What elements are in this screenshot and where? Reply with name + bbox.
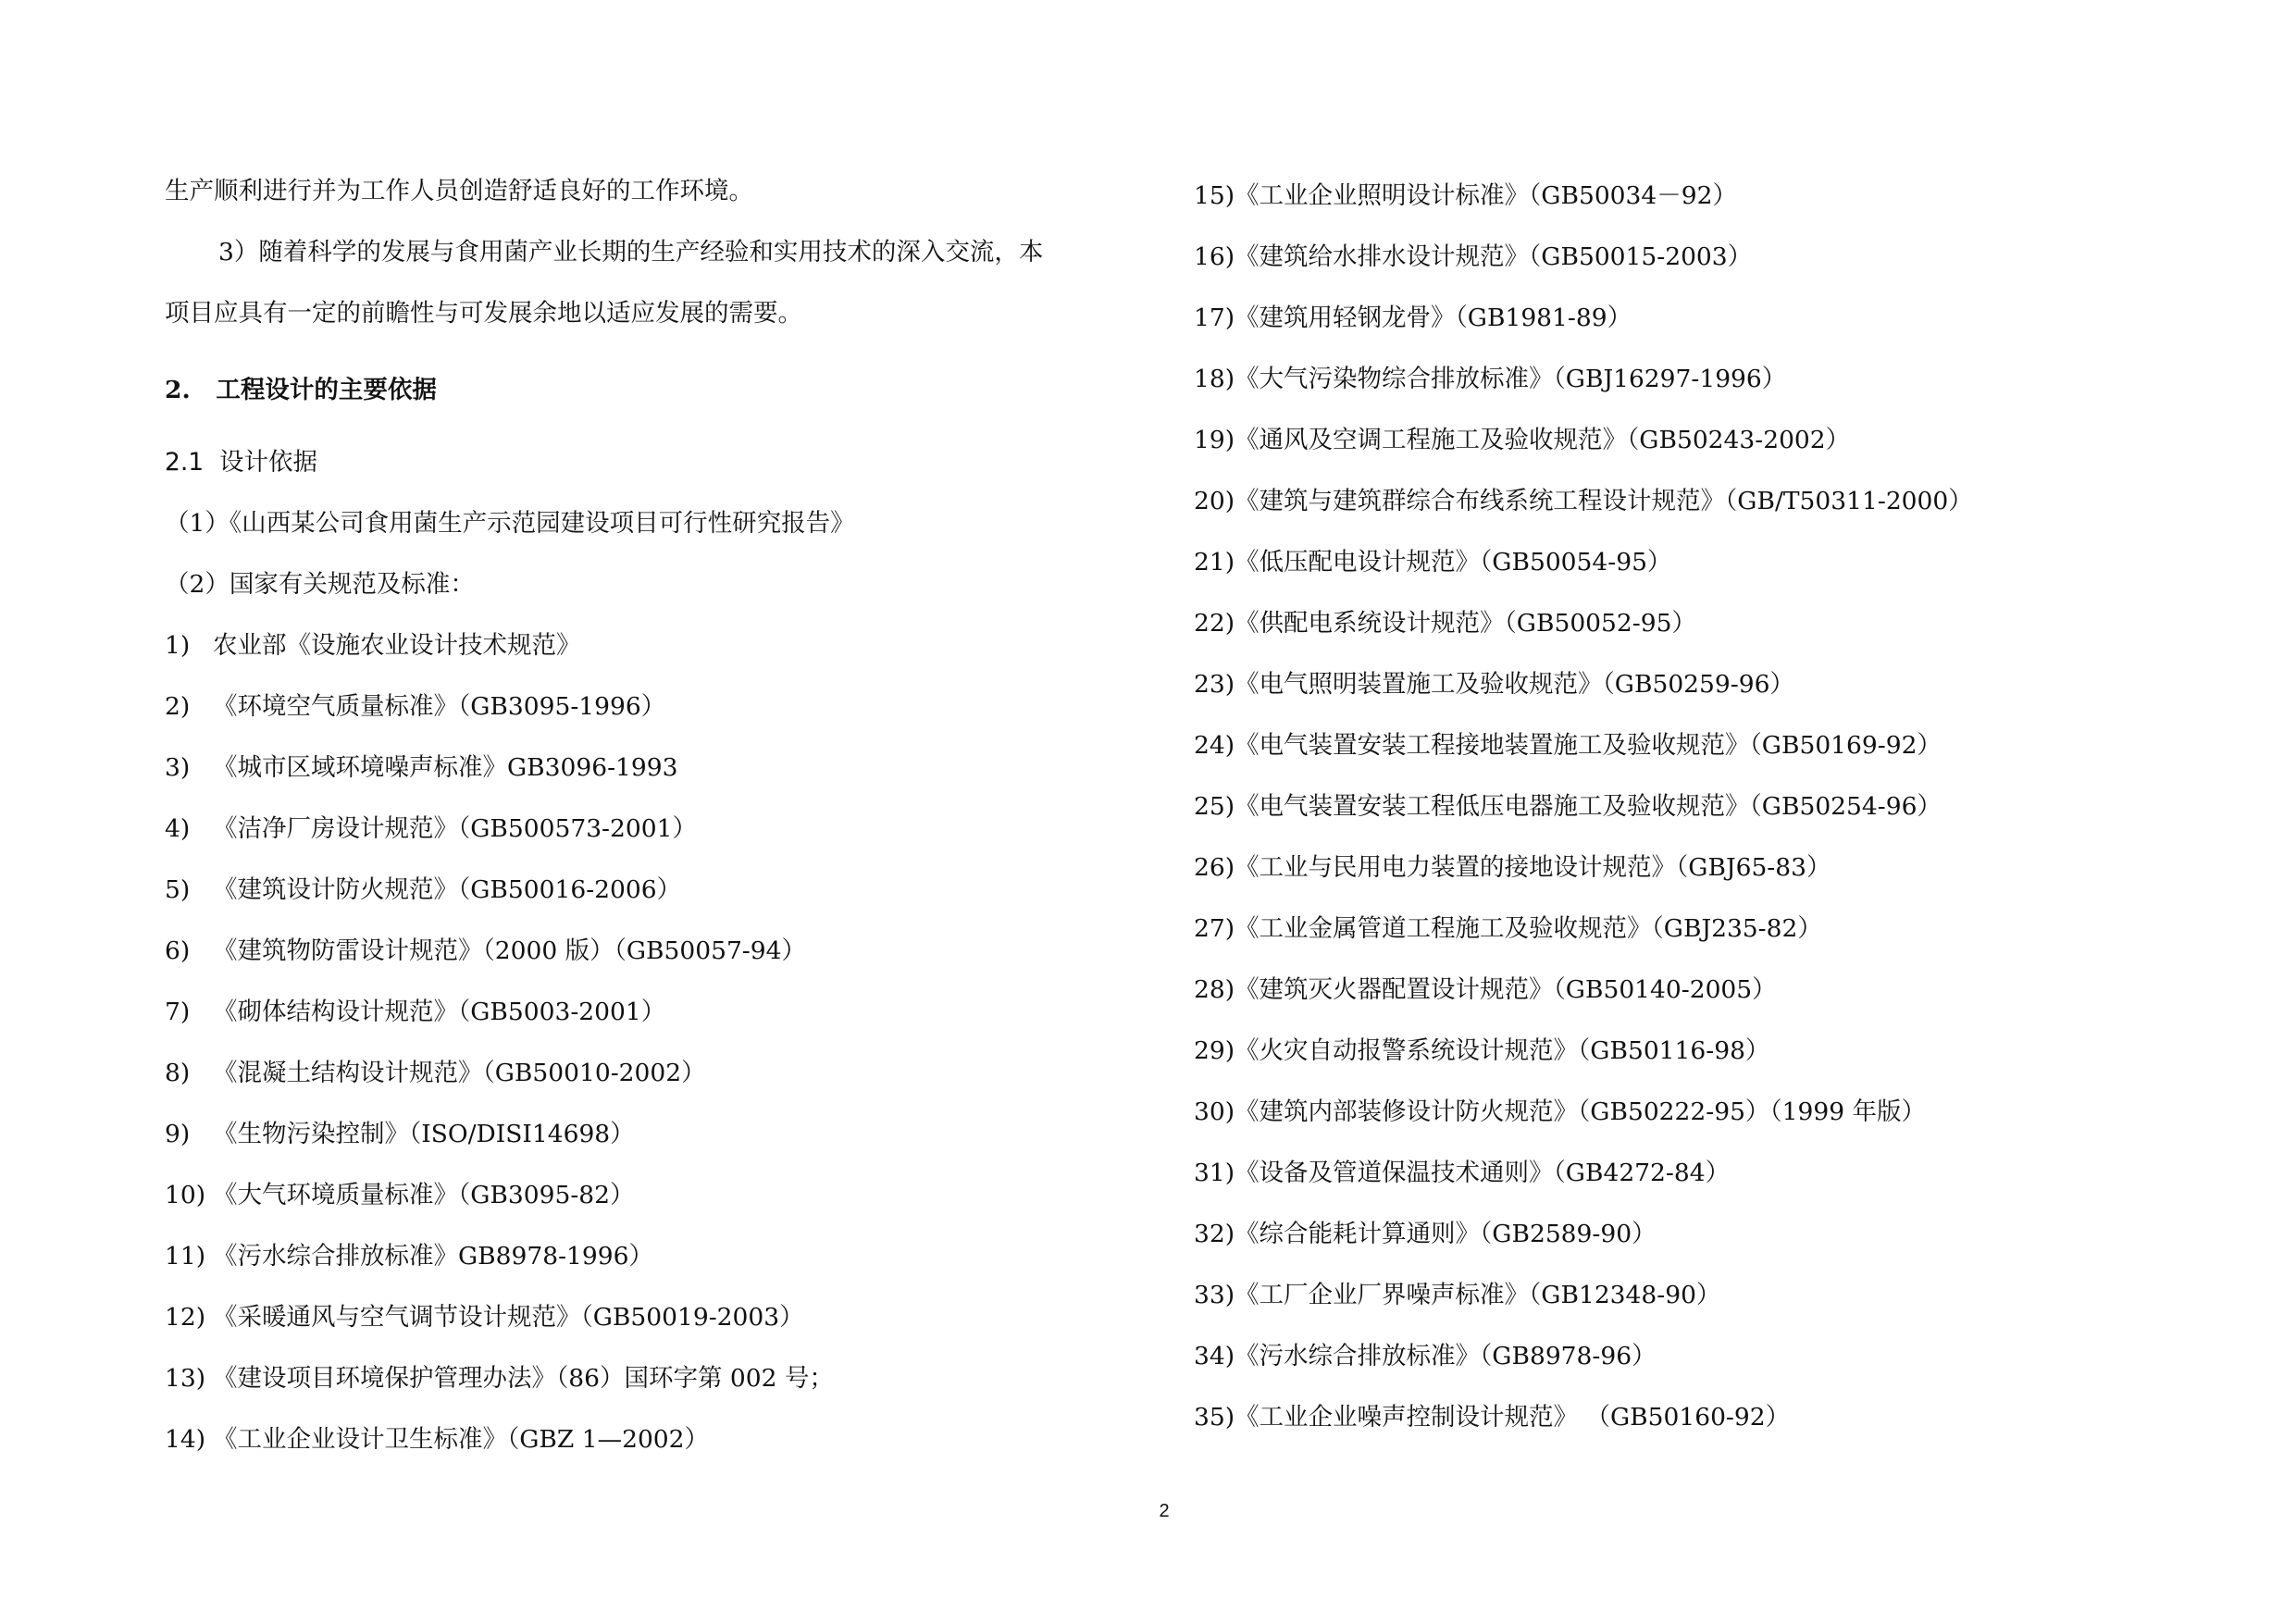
- reference-text: 《环境空气质量标准》（GB3095-1996）: [213, 692, 666, 721]
- reference-item: [1194, 1097, 1926, 1128]
- reference-item: [1194, 1035, 1769, 1067]
- intro-paragraph-line: 项目应具有一定的前瞻性与可发展余地以适应发展的需要。: [165, 299, 802, 328]
- reference-text: 《洁净厂房设计规范》（GB500573-2001）: [213, 814, 697, 843]
- reference-number: 21): [1194, 548, 1235, 576]
- reference-text: 《建筑用轻钢龙骨》（GB1981-89）: [1235, 304, 1632, 332]
- reference-text: 《大气环境质量标准》（GB3095-82）: [213, 1181, 635, 1209]
- reference-number: 27): [1194, 914, 1235, 943]
- reference-number: 19): [1194, 426, 1235, 454]
- reference-text: 《工业企业噪声控制设计规范》 （GB50160-92）: [1235, 1403, 1791, 1432]
- section-title: 工程设计的主要依据: [216, 376, 437, 404]
- reference-text: 《电气照明装置施工及验收规范》（GB50259-96）: [1235, 670, 1794, 699]
- reference-item: [1194, 1158, 1730, 1189]
- reference-number: 12): [165, 1303, 206, 1332]
- reference-item: [165, 1180, 635, 1211]
- subsection-title: 设计依据: [219, 448, 318, 477]
- reference-text: 《建筑设计防火规范》（GB50016-2006）: [213, 875, 682, 904]
- reference-item: [165, 1241, 653, 1272]
- reference-text: 《工厂企业厂界噪声标准》（GB12348-90）: [1235, 1281, 1721, 1309]
- reference-text: 《生物污染控制》（ISO/DISI14698）: [213, 1120, 635, 1148]
- reference-text: 《通风及空调工程施工及验收规范》（GB50243-2002）: [1235, 426, 1851, 454]
- reference-number: 7): [165, 998, 191, 1026]
- reference-text: 《建设项目环境保护管理办法》（86）国环字第 002 号；: [213, 1364, 834, 1393]
- reference-text: 《电气装置安装工程接地装置施工及验收规范》（GB50169-92）: [1235, 731, 1942, 760]
- reference-text: 《建筑内部装修设计防火规范》（GB50222-95）（1999 年版）: [1235, 1097, 1927, 1126]
- reference-item: [1194, 1341, 1657, 1372]
- reference-text: 《采暖通风与空气调节设计规范》（GB50019-2003）: [213, 1303, 804, 1332]
- reference-number: 14): [165, 1425, 206, 1454]
- reference-item: [165, 691, 665, 723]
- reference-text: 《建筑给水排水设计规范》（GB50015-2003）: [1235, 242, 1753, 271]
- reference-text: 《工业企业设计卫生标准》（GBZ 1—2002）: [213, 1425, 710, 1454]
- reference-number: 29): [1194, 1036, 1235, 1065]
- reference-text: 《工业金属管道工程施工及验收规范》（GBJ235-82）: [1235, 914, 1822, 943]
- reference-text: 《建筑物防雷设计规范》（2000 版）（GB50057-94）: [213, 936, 806, 965]
- reference-text: 农业部《设施农业设计技术规范》: [213, 631, 581, 660]
- reference-item: [165, 997, 665, 1028]
- reference-item: [1194, 852, 1831, 884]
- reference-number: 2): [165, 692, 191, 721]
- reference-number: 30): [1194, 1097, 1235, 1126]
- reference-text: 《污水综合排放标准》GB8978-1996）: [213, 1242, 653, 1271]
- reference-text: 《工业与民用电力装置的接地设计规范》（GBJ65-83）: [1235, 853, 1831, 882]
- reference-item: [1194, 913, 1822, 945]
- reference-number: 23): [1194, 670, 1235, 699]
- reference-item: [1194, 1402, 1790, 1433]
- reference-number: 34): [1194, 1342, 1235, 1370]
- reference-item: [1194, 1219, 1657, 1250]
- subsection-number: 2.1: [165, 448, 205, 477]
- reference-item: [165, 1058, 706, 1089]
- reference-number: 35): [1194, 1403, 1235, 1432]
- reference-number: 17): [1194, 304, 1235, 332]
- reference-number: 31): [1194, 1159, 1235, 1187]
- reference-text: 《设备及管道保温技术通则》（GB4272-84）: [1235, 1159, 1731, 1187]
- basis-item: （2）国家有关规范及标准：: [165, 570, 475, 599]
- reference-item: [1194, 180, 1737, 212]
- reference-number: 6): [165, 936, 191, 965]
- reference-number: 13): [165, 1364, 206, 1393]
- reference-number: 15): [1194, 181, 1235, 210]
- reference-item: [1194, 486, 1973, 517]
- reference-text: 《综合能耗计算通则》（GB2589-90）: [1235, 1220, 1657, 1248]
- section-number: 2.: [165, 376, 191, 404]
- reference-text: 《建筑灭火器配置设计规范》（GB50140-2005）: [1235, 975, 1777, 1004]
- reference-text: 《建筑与建筑群综合布线系统工程设计规范》（GB/T50311-2000）: [1235, 487, 1973, 515]
- reference-number: 32): [1194, 1220, 1235, 1248]
- reference-number: 8): [165, 1059, 191, 1087]
- reference-number: 16): [1194, 242, 1235, 271]
- reference-text: 《电气装置安装工程低压电器施工及验收规范》（GB50254-96）: [1235, 792, 1942, 821]
- reference-item: [1194, 669, 1794, 700]
- reference-number: 24): [1194, 731, 1235, 760]
- reference-text: 《大气污染物综合排放标准》（GBJ16297-1996）: [1235, 365, 1787, 393]
- reference-number: 20): [1194, 487, 1235, 515]
- reference-item: [1194, 425, 1850, 456]
- reference-text: 《混凝土结构设计规范》（GB50010-2002）: [213, 1059, 706, 1087]
- reference-item: [165, 813, 697, 845]
- reference-item: [1194, 364, 1786, 395]
- reference-item: [1194, 1280, 1720, 1311]
- reference-item: [165, 1119, 635, 1150]
- reference-text: 《供配电系统设计规范》（GB50052-95）: [1235, 609, 1696, 638]
- section-heading: [165, 375, 437, 406]
- reference-text: 《工业企业照明设计标准》（GB50034－92）: [1235, 181, 1737, 210]
- reference-number: 28): [1194, 975, 1235, 1004]
- reference-number: 1): [165, 631, 191, 660]
- reference-item: [165, 1424, 709, 1456]
- reference-text: 《城市区域环境噪声标准》GB3096-1993: [213, 753, 678, 782]
- reference-item: [165, 1363, 834, 1395]
- reference-item: [1194, 730, 1942, 762]
- reference-item: [165, 752, 677, 784]
- reference-number: 4): [165, 814, 191, 843]
- reference-item: [1194, 242, 1752, 273]
- reference-number: 33): [1194, 1281, 1235, 1309]
- reference-item: [165, 874, 681, 906]
- reference-text: 《污水综合排放标准》（GB8978-96）: [1235, 1342, 1657, 1370]
- intro-paragraph-line: 生产顺利进行并为工作人员创造舒适良好的工作环境。: [165, 177, 753, 205]
- reference-number: 10): [165, 1181, 206, 1209]
- subsection-heading: [165, 447, 317, 478]
- reference-item: [1194, 974, 1777, 1006]
- basis-item: （1）《山西某公司食用菌生产示范园建设项目可行性研究报告》: [165, 509, 855, 538]
- reference-number: 25): [1194, 792, 1235, 821]
- reference-item: [1194, 547, 1671, 578]
- reference-number: 5): [165, 875, 191, 904]
- reference-number: 11): [165, 1242, 206, 1271]
- reference-item: [1194, 608, 1696, 639]
- reference-item: [1194, 791, 1942, 823]
- reference-number: 22): [1194, 609, 1235, 638]
- reference-item: [165, 630, 581, 662]
- reference-text: 《砌体结构设计规范》（GB5003-2001）: [213, 998, 666, 1026]
- reference-item: [1194, 303, 1632, 334]
- intro-paragraph-line: 3）随着科学的发展与食用菌产业长期的生产经验和实用技术的深入交流，本: [218, 238, 1044, 267]
- page-number: 2: [1159, 1501, 1170, 1521]
- reference-number: 9): [165, 1120, 191, 1148]
- reference-item: [165, 936, 806, 967]
- reference-text: 《低压配电设计规范》（GB50054-95）: [1235, 548, 1672, 576]
- reference-item: [165, 1302, 804, 1333]
- reference-number: 26): [1194, 853, 1235, 882]
- reference-number: 18): [1194, 365, 1235, 393]
- reference-text: 《火灾自动报警系统设计规范》（GB50116-98）: [1235, 1036, 1770, 1065]
- reference-number: 3): [165, 753, 191, 782]
